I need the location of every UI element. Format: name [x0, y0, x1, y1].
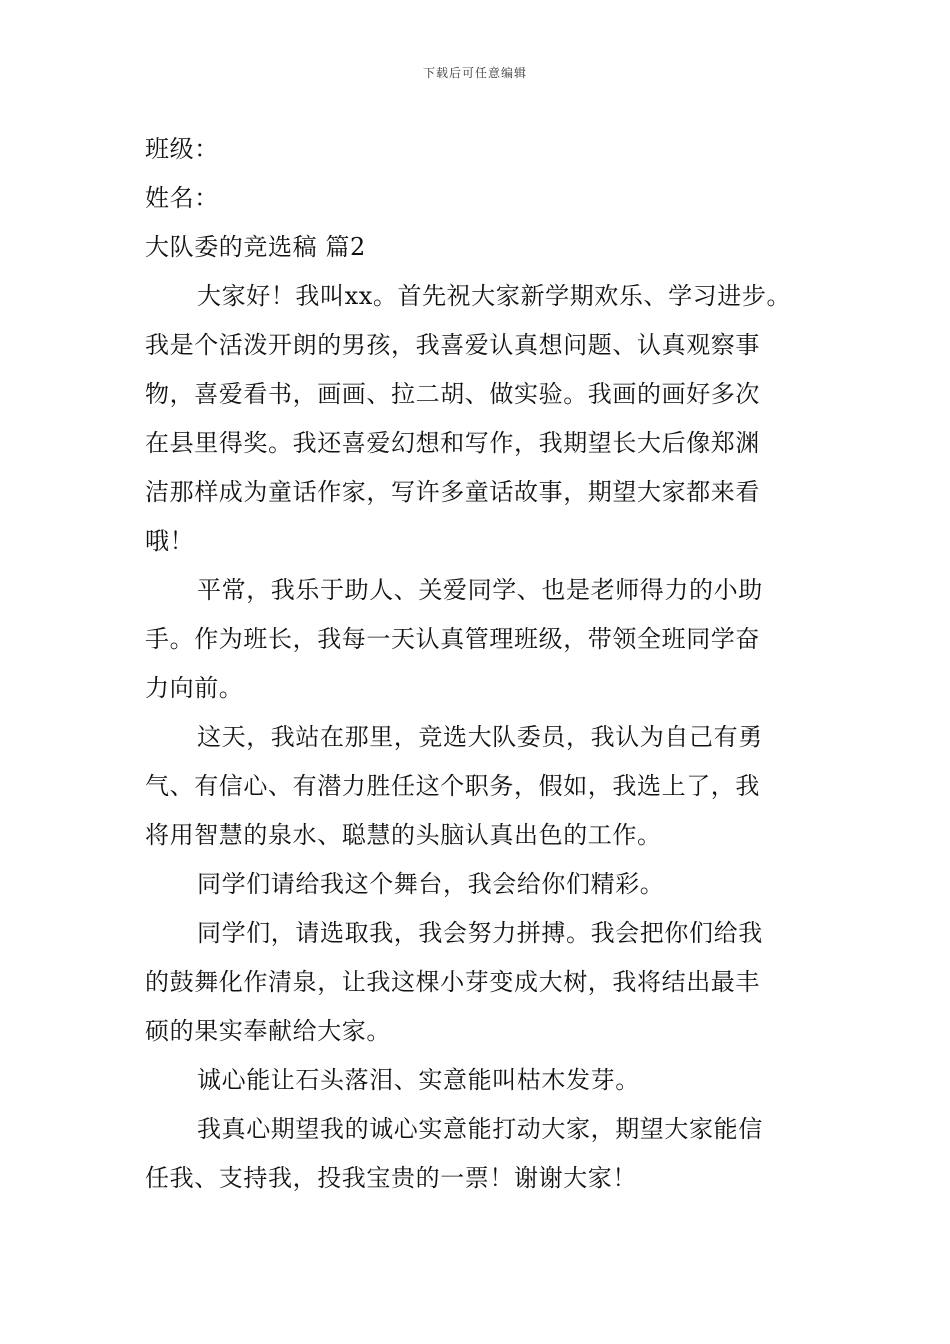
- paragraph-line: 平常，我乐于助人、关爱同学、也是老师得力的小助: [197, 576, 763, 604]
- class-field-label: 班级：: [145, 135, 219, 163]
- paragraph-line: 哦！: [145, 527, 195, 555]
- paragraph-line: 气、有信心、有潜力胜任这个职务，假如，我选上了，我: [145, 772, 760, 800]
- name-field-label: 姓名：: [145, 184, 219, 212]
- paragraph-line: 物，喜爱看书，画画、拉二胡、做实验。我画的画好多次: [145, 380, 760, 408]
- paragraph-line: 力向前。: [145, 674, 244, 702]
- paragraph-line: 的鼓舞化作清泉，让我这棵小芽变成大树，我将结出最丰: [145, 968, 760, 996]
- paragraph-line: 我是个活泼开朗的男孩，我喜爱认真想问题、认真观察事: [145, 331, 760, 359]
- document-title: 大队委的竞选稿 篇2: [145, 233, 366, 261]
- page-header-note: 下载后可任意编辑: [422, 66, 527, 80]
- paragraph-line: 任我、支持我，投我宝贵的一票！谢谢大家！: [145, 1164, 637, 1192]
- paragraph-line: 同学们，请选取我，我会努力拼搏。我会把你们给我: [197, 919, 763, 947]
- paragraph-line: 手。作为班长，我每一天认真管理班级，带领全班同学奋: [145, 625, 760, 653]
- document-body: [145, 125, 810, 1203]
- paragraph-line: 将用智慧的泉水、聪慧的头脑认真出色的工作。: [145, 821, 662, 849]
- paragraph-line: 我真心期望我的诚心实意能打动大家，期望大家能信: [197, 1115, 763, 1143]
- paragraph-line: 诚心能让石头落泪、实意能叫枯木发芽。: [197, 1066, 640, 1094]
- paragraph-line: 大家好！我叫xx。首先祝大家新学期欢乐、学习进步。: [197, 282, 792, 310]
- paragraph-line: 在县里得奖。我还喜爱幻想和写作，我期望长大后像郑渊: [145, 429, 760, 457]
- paragraph-line: 这天，我站在那里，竞选大队委员，我认为自己有勇: [197, 723, 763, 751]
- paragraph-line: 硕的果实奉献给大家。: [145, 1017, 391, 1045]
- paragraph-line: 同学们请给我这个舞台，我会给你们精彩。: [197, 870, 665, 898]
- paragraph-line: 洁那样成为童话作家，写许多童话故事，期望大家都来看: [145, 478, 760, 506]
